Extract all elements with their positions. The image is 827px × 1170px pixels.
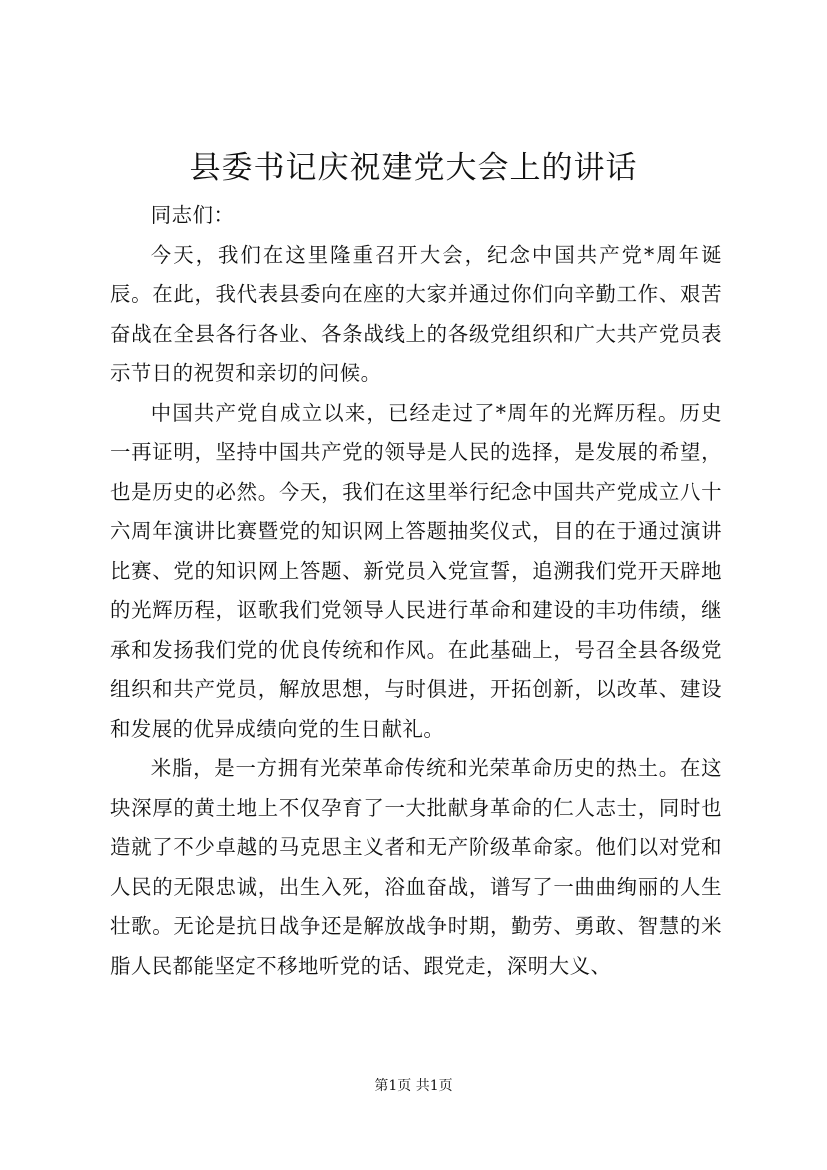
body-paragraph: 米脂，是一方拥有光荣革命传统和光荣革命历史的热土。在这块深厚的黄土地上不仅孕育了一大批献身革命的仁人志士，同时也造就了不少卓越的马克思主义者和无产阶级革命家。他们以对党和人民的无限忠诚，出生入死，浴血奋战，谱写了一曲曲绚丽的人生壮歌。无论是抗日战争还是解放战争时期，勤劳、勇敢、智慧的米脂人民都能坚定不移地听党的话、跟党走，深明大义、	[110, 756, 722, 978]
body-paragraph: 中国共产党自成立以来，已经走过了*周年的光辉历程。历史一再证明，坚持中国共产党的领导是人民的选择，是发展的希望，也是历史的必然。今天，我们在这里举行纪念中国共产党成立八十六周年演讲比赛暨党的知识网上答题抽奖仪式，目的在于通过演讲比赛、党的知识网上答题、新党员入党宣誓，追溯我们党开天辟地的光辉历程，讴歌我们党领导人民进行革命和建设的丰功伟绩，继承和发扬我们党的优良传统和作风。在此基础上，号召全县各级党组织和共产党员，解放思想，与时俱进，开拓创新，以改革、建设和发展的优异成绩向党的生日献礼。	[110, 400, 722, 741]
page-title: 县委书记庆祝建党大会上的讲话	[189, 150, 638, 186]
body-paragraph: 今天，我们在这里隆重召开大会，纪念中国共产党*周年诞辰。在此，我代表县委向在座的大家并通过你们向辛勤工作、艰苦奋战在全县各行各业、各条战线上的各级党组织和广大共产党员表示节日的祝贺和亲切的问候。	[110, 242, 722, 385]
salutation-paragraph: 同志们：	[150, 203, 235, 227]
page-footer: 第1页 共1页	[374, 1078, 453, 1094]
document-body	[110, 196, 722, 986]
